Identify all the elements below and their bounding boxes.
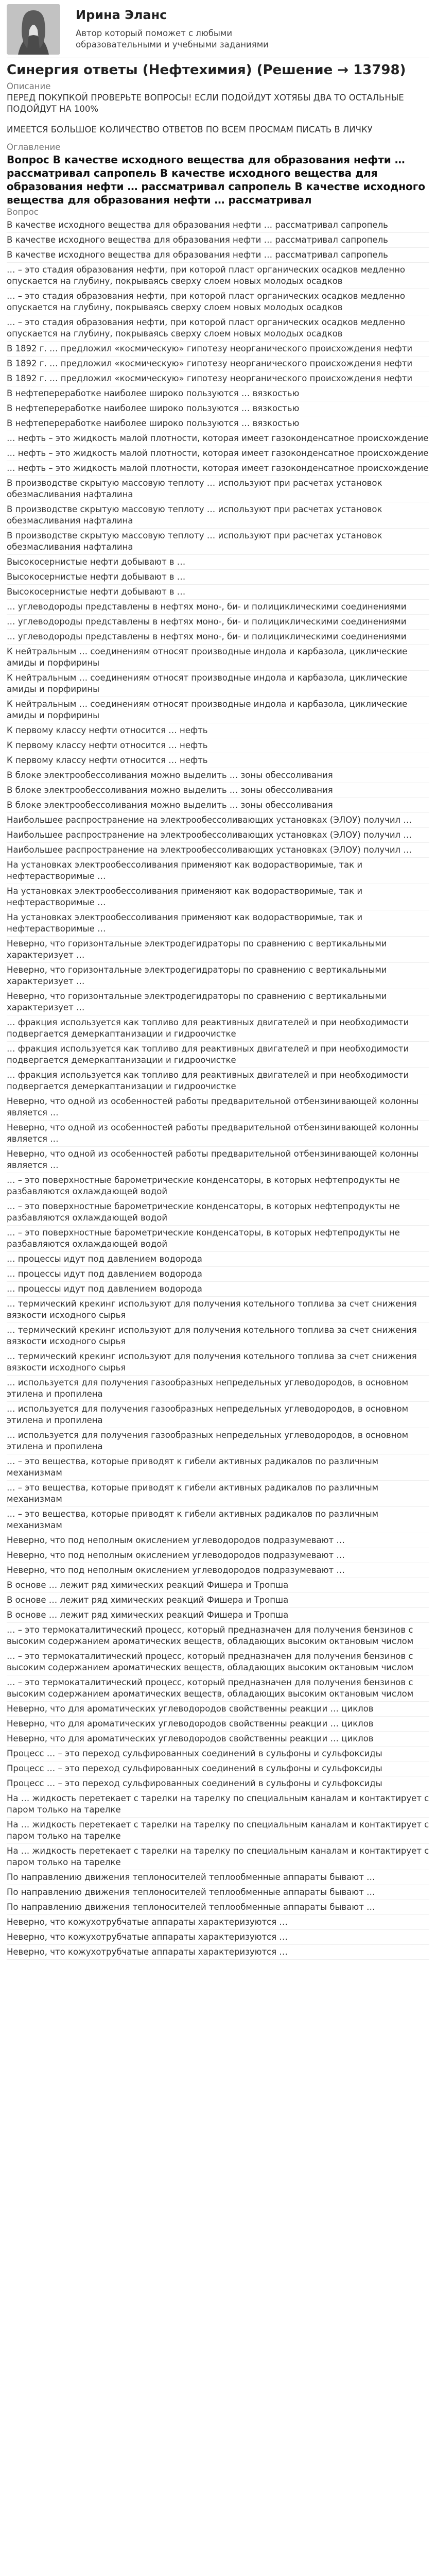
question-item [7,1791,429,1818]
question-item [7,723,429,738]
question-link[interactable]: … – это вещества, которые приводят к гибели активных радикалов по различным механизмам [7,1509,379,1530]
question-link[interactable]: Процесс … – это переход сульфированных соединений в сульфоны и сульфоксиды [7,1778,382,1788]
question-item [7,1844,429,1870]
question-link[interactable]: Неверно, что кожухотрубчатые аппараты характеризуются … [7,1947,288,1957]
question-link[interactable]: … процессы идут под давлением водорода [7,1284,202,1294]
question-item [7,1818,429,1844]
question-item [7,1548,429,1563]
question-item [7,937,429,963]
question-item [7,1870,429,1885]
author-description: Автор который поможет с любыми образовательными и учебными заданиями [76,28,269,49]
question-item [7,585,429,600]
question-link[interactable]: … нефть – это жидкость малой плотности, которая имеет газоконденсатное происхождение [7,463,429,473]
question-link[interactable]: Неверно, что для ароматических углеводородов свойственны реакции … циклов [7,1734,374,1743]
question-item [7,371,429,386]
question-link[interactable]: Наибольшее распространение на электрообессоливающих установках (ЭЛОУ) получил … [7,845,412,855]
question-link[interactable]: … фракция используется как топливо для реактивных двигателей и при необходимости подвергается демеркаптанизации и гидроочистке [7,1044,409,1065]
question-link[interactable]: В блоке электрообессоливания можно выделить … зоны обессоливания [7,770,333,780]
author-profile [7,0,429,58]
question-link[interactable]: Неверно, что под неполным окислением углеводородов подразумевают … [7,1550,345,1560]
question-link[interactable]: Неверно, что под неполным окислением углеводородов подразумевают … [7,1565,345,1575]
question-link[interactable]: На установках электрообессоливания применяют как водорастворимые, так и нефтерастворимые … [7,886,363,907]
question-item [7,315,429,342]
question-link[interactable]: По направлению движения теплоносителей теплообменные аппараты бывают … [7,1887,375,1897]
question-link[interactable]: В производстве скрытую массовую теплоту … используют при расчетах установок обезмасливания нафталина [7,504,382,526]
question-link[interactable]: По направлению движения теплоносителей теплообменные аппараты бывают … [7,1902,375,1912]
question-item [7,600,429,615]
question-item [7,570,429,585]
question-item [7,248,429,263]
question-item [7,963,429,989]
question-link[interactable]: … углеводороды представлены в нефтях моно-, би- и полициклическими соединениями [7,602,407,612]
question-item [7,1226,429,1252]
question-link[interactable]: К нейтральным … соединениям относят производные индола и карбазола, циклические амиды и порфирины [7,673,408,694]
question-item [7,1915,429,1930]
question-link[interactable]: На установках электрообессоливания применяют как водорастворимые, так и нефтерастворимые … [7,860,363,881]
question-item [7,989,429,1015]
question-link[interactable]: … используется для получения газообразных непредельных углеводородов, в основном этилена и пропилена [7,1378,409,1399]
question-link[interactable]: В нефтепереработке наиболее широко пользуются … вязкостью [7,418,300,428]
question-item [7,1717,429,1732]
question-link[interactable]: Высокосернистые нефти добывают в … [7,572,186,582]
question-link[interactable]: К нейтральным … соединениям относят производные индола и карбазола, циклические амиды и порфирины [7,699,408,720]
question-link[interactable]: Неверно, что горизонтальные электродегидраторы по сравнению с вертикальными характеризует … [7,965,387,986]
question-link[interactable]: … процессы идут под давлением водорода [7,1269,202,1279]
question-link[interactable]: … фракция используется как топливо для реактивных двигателей и при необходимости подвергается демеркаптанизации и гидроочистке [7,1018,409,1039]
question-heading: Вопрос В качестве исходного вещества для образования нефти … рассматривал сапропель В качестве исходного вещества для образования нефти … рассматривал сапропель В качестве исходного вещества для образования нефти … рассматривал [7,154,425,206]
question-item [7,910,429,937]
question-link[interactable]: … – это поверхностные барометрические конденсаторы, в которых нефтепродукты не разбавляются охлаждающей водой [7,1228,400,1249]
question-item [7,1147,429,1173]
question-item [7,1121,429,1147]
question-item [7,263,429,289]
question-item [7,1675,429,1702]
question-item [7,1578,429,1593]
question-item [7,342,429,357]
question-link[interactable]: Высокосернистые нефти добывают в … [7,587,186,597]
question-item [7,1900,429,1915]
question-item [7,1199,429,1226]
question-link[interactable]: … – это стадия образования нефти, при которой пласт органических осадков медленно опускается на глубину, покрываясь сверху слоем новых молодых осадков [7,317,405,338]
question-item [7,476,429,502]
question-link[interactable]: Высокосернистые нефти добывают в … [7,557,186,567]
question-item [7,783,429,798]
question-link[interactable]: Неверно, что под неполным окислением углеводородов подразумевают … [7,1535,345,1545]
question-link[interactable]: Неверно, что одной из особенностей работы предварительной отбензинивающей колонны является … [7,1096,419,1117]
question-item [7,1608,429,1623]
question-item [7,1747,429,1761]
question-item [7,1402,429,1428]
description-line: ИМЕЕТСЯ БОЛЬШОЕ КОЛИЧЕСТВО ОТВЕТОВ ПО ВСЕМ ПРОСМАМ ПИСАТЬ В ЛИЧКУ [7,125,373,134]
question-item [7,738,429,753]
question-link[interactable]: … – это вещества, которые приводят к гибели активных радикалов по различным механизмам [7,1483,379,1504]
question-item [7,218,429,233]
description-line: ПЕРЕД ПОКУПКОЙ ПРОВЕРЬТЕ ВОПРОСЫ! ЕСЛИ ПОДОЙДУТ ХОТЯБЫ ДВА ТО ОСТАЛЬНЫЕ ПОДОЙДУТ НА 100% [7,93,404,114]
question-link[interactable]: В блоке электрообессоливания можно выделить … зоны обессоливания [7,785,333,795]
question-link[interactable]: Неверно, что одной из особенностей работы предварительной отбензинивающей колонны является … [7,1149,419,1170]
question-link[interactable]: … – это вещества, которые приводят к гибели активных радикалов по различным механизмам [7,1456,379,1478]
question-item [7,401,429,416]
question-link[interactable]: Наибольшее распространение на электрообессоливающих установках (ЭЛОУ) получил … [7,830,412,840]
question-link[interactable]: Неверно, что горизонтальные электродегидраторы по сравнению с вертикальными характеризует … [7,939,387,960]
question-item [7,1885,429,1900]
question-item [7,502,429,529]
question-link[interactable]: … углеводороды представлены в нефтях моно-, би- и полициклическими соединениями [7,632,407,641]
question-link[interactable]: В основе … лежит ряд химических реакций Фишера и Тропша [7,1595,289,1605]
question-item [7,461,429,476]
question-item [7,1623,429,1649]
question-item [7,1732,429,1747]
question-link[interactable]: Процесс … – это переход сульфированных соединений в сульфоны и сульфоксиды [7,1764,382,1773]
avatar-image [7,4,60,55]
question-link[interactable]: … – это поверхностные барометрические конденсаторы, в которых нефтепродукты не разбавляются охлаждающей водой [7,1175,400,1196]
question-item [7,289,429,315]
question-item [7,357,429,371]
question-item [7,1761,429,1776]
question-link[interactable]: Неверно, что кожухотрубчатые аппараты характеризуются … [7,1917,288,1927]
question-item [7,1593,429,1608]
question-item [7,1349,429,1376]
question-item [7,1649,429,1675]
question-link[interactable]: В производстве скрытую массовую теплоту … используют при расчетах установок обезмасливания нафталина [7,531,382,552]
question-link[interactable]: К первому классу нефти относится … нефть [7,740,208,750]
question-link[interactable]: Неверно, что для ароматических углеводородов свойственны реакции … циклов [7,1719,374,1728]
question-link[interactable]: На … жидкость перетекает с тарелки на тарелку по специальным каналам и контактирует с паром только на тарелке [7,1820,429,1841]
question-link[interactable]: … нефть – это жидкость малой плотности, которая имеет газоконденсатное происхождение [7,448,429,458]
description-label: Описание [7,81,51,91]
author-name[interactable]: Ирина Эланс [76,8,167,22]
question-link[interactable]: В 1892 г. … предложил «космическую» гипотезу неорганического происхождения нефти [7,359,413,368]
question-link[interactable]: К первому классу нефти относится … нефть [7,755,208,765]
question-link[interactable]: … термический крекинг используют для получения котельного топлива за счет снижения вязкости исходного сырья [7,1351,417,1372]
question-link[interactable]: В качестве исходного вещества для образования нефти … рассматривал сапропель [7,235,388,245]
question-item [7,1481,429,1507]
question-link[interactable]: … используется для получения газообразных непредельных углеводородов, в основном этилена и пропилена [7,1430,409,1451]
question-link[interactable]: … термический крекинг используют для получения котельного топлива за счет снижения вязкости исходного сырья [7,1325,417,1346]
question-link[interactable]: В нефтепереработке наиболее широко пользуются … вязкостью [7,388,300,398]
question-link[interactable]: Неверно, что одной из особенностей работы предварительной отбензинивающей колонны является … [7,1123,419,1144]
question-item [7,615,429,630]
question-link[interactable]: В основе … лежит ряд химических реакций Фишера и Тропша [7,1580,289,1590]
question-link[interactable]: … – это термокаталитический процесс, который предназначен для получения бензинов с высоким содержанием ароматических веществ, обладающих высоким октановым числом [7,1677,414,1699]
question-item [7,555,429,570]
question-link[interactable]: На … жидкость перетекает с тарелки на тарелку по специальным каналам и контактирует с паром только на тарелке [7,1846,429,1867]
question-item [7,1015,429,1042]
question-item [7,1507,429,1533]
question-link[interactable]: К первому классу нефти относится … нефть [7,725,208,735]
question-item [7,416,429,431]
question-item [7,233,429,248]
question-item [7,645,429,671]
question-link[interactable]: … процессы идут под давлением водорода [7,1254,202,1264]
question-item [7,798,429,813]
question-link[interactable]: … – это термокаталитический процесс, который предназначен для получения бензинов с высоким содержанием ароматических веществ, обладающих высоким октановым числом [7,1625,414,1646]
question-item [7,431,429,446]
question-link[interactable]: По направлению движения теплоносителей теплообменные аппараты бывают … [7,1872,375,1882]
question-link[interactable]: В качестве исходного вещества для образования нефти … рассматривал сапропель [7,250,388,260]
question-item [7,1454,429,1481]
question-item [7,1776,429,1791]
question-link[interactable]: В нефтепереработке наиболее широко пользуются … вязкостью [7,403,300,413]
question-link[interactable]: Процесс … – это переход сульфированных соединений в сульфоны и сульфоксиды [7,1749,382,1758]
question-link[interactable]: Неверно, что кожухотрубчатые аппараты характеризуются … [7,1932,288,1942]
page-title: Синергия ответы (Нефтехимия) (Решение → 13798) [7,62,406,78]
question-item [7,1945,429,1960]
question-item [7,1042,429,1068]
question-item [7,1173,429,1199]
question-link[interactable]: На … жидкость перетекает с тарелки на тарелку по специальным каналам и контактирует с паром только на тарелке [7,1793,429,1815]
question-item [7,1428,429,1454]
question-item [7,1252,429,1267]
question-item [7,884,429,910]
question-item [7,813,429,828]
question-link[interactable]: … используется для получения газообразных непредельных углеводородов, в основном этилена и пропилена [7,1404,409,1425]
question-link[interactable]: В 1892 г. … предложил «космическую» гипотезу неорганического происхождения нефти [7,344,413,353]
description-text [7,92,429,135]
question-item [7,828,429,843]
question-link[interactable]: … углеводороды представлены в нефтях моно-, би- и полициклическими соединениями [7,617,407,626]
question-item [7,843,429,858]
question-item [7,1068,429,1094]
question-link[interactable]: К нейтральным … соединениям относят производные индола и карбазола, циклические амиды и порфирины [7,647,408,668]
question-link[interactable]: Неверно, что для ароматических углеводородов свойственны реакции … циклов [7,1704,374,1714]
question-item [7,1533,429,1548]
question-item [7,1267,429,1282]
question-list [7,218,429,1960]
question-link[interactable]: Наибольшее распространение на электрообессоливающих установках (ЭЛОУ) получил … [7,815,412,825]
question-item [7,858,429,884]
question-link[interactable]: В основе … лежит ряд химических реакций Фишера и Тропша [7,1610,289,1620]
toc-label: Оглавление [7,142,61,152]
question-item [7,753,429,768]
question-link[interactable]: … – это стадия образования нефти, при которой пласт органических осадков медленно опускается на глубину, покрываясь сверху слоем новых молодых осадков [7,265,405,286]
question-link[interactable]: … нефть – это жидкость малой плотности, которая имеет газоконденсатное происхождение [7,433,429,443]
question-item [7,1323,429,1349]
question-link[interactable]: … термический крекинг используют для получения котельного топлива за счет снижения вязкости исходного сырья [7,1299,417,1320]
question-link[interactable]: … – это стадия образования нефти, при которой пласт органических осадков медленно опускается на глубину, покрываясь сверху слоем новых молодых осадков [7,291,405,312]
question-item [7,1094,429,1121]
question-link[interactable]: В производстве скрытую массовую теплоту … используют при расчетах установок обезмасливания нафталина [7,478,382,499]
question-item [7,768,429,783]
question-item [7,1563,429,1578]
question-item [7,1282,429,1297]
question-link[interactable]: В блоке электрообессоливания можно выделить … зоны обессоливания [7,800,333,810]
question-item [7,386,429,401]
question-item [7,1376,429,1402]
question-link[interactable]: … – это поверхностные барометрические конденсаторы, в которых нефтепродукты не разбавляются охлаждающей водой [7,1201,400,1223]
question-item [7,697,429,723]
question-item [7,1930,429,1945]
question-item [7,630,429,645]
avatar[interactable] [7,4,60,55]
question-item [7,529,429,555]
question-label: Вопрос [7,207,39,217]
question-link[interactable]: В качестве исходного вещества для образования нефти … рассматривал сапропель [7,220,388,230]
question-item [7,671,429,697]
question-link[interactable]: … фракция используется как топливо для реактивных двигателей и при необходимости подвергается демеркаптанизации и гидроочистке [7,1070,409,1091]
question-item [7,446,429,461]
question-link[interactable]: … – это термокаталитический процесс, который предназначен для получения бензинов с высоким содержанием ароматических веществ, обладающих высоким октановым числом [7,1651,414,1672]
question-link[interactable]: В 1892 г. … предложил «космическую» гипотезу неорганического происхождения нефти [7,374,413,383]
question-link[interactable]: На установках электрообессоливания применяют как водорастворимые, так и нефтерастворимые … [7,912,363,934]
question-item [7,1702,429,1717]
question-link[interactable]: Неверно, что горизонтальные электродегидраторы по сравнению с вертикальными характеризует … [7,991,387,1012]
question-item [7,1297,429,1323]
